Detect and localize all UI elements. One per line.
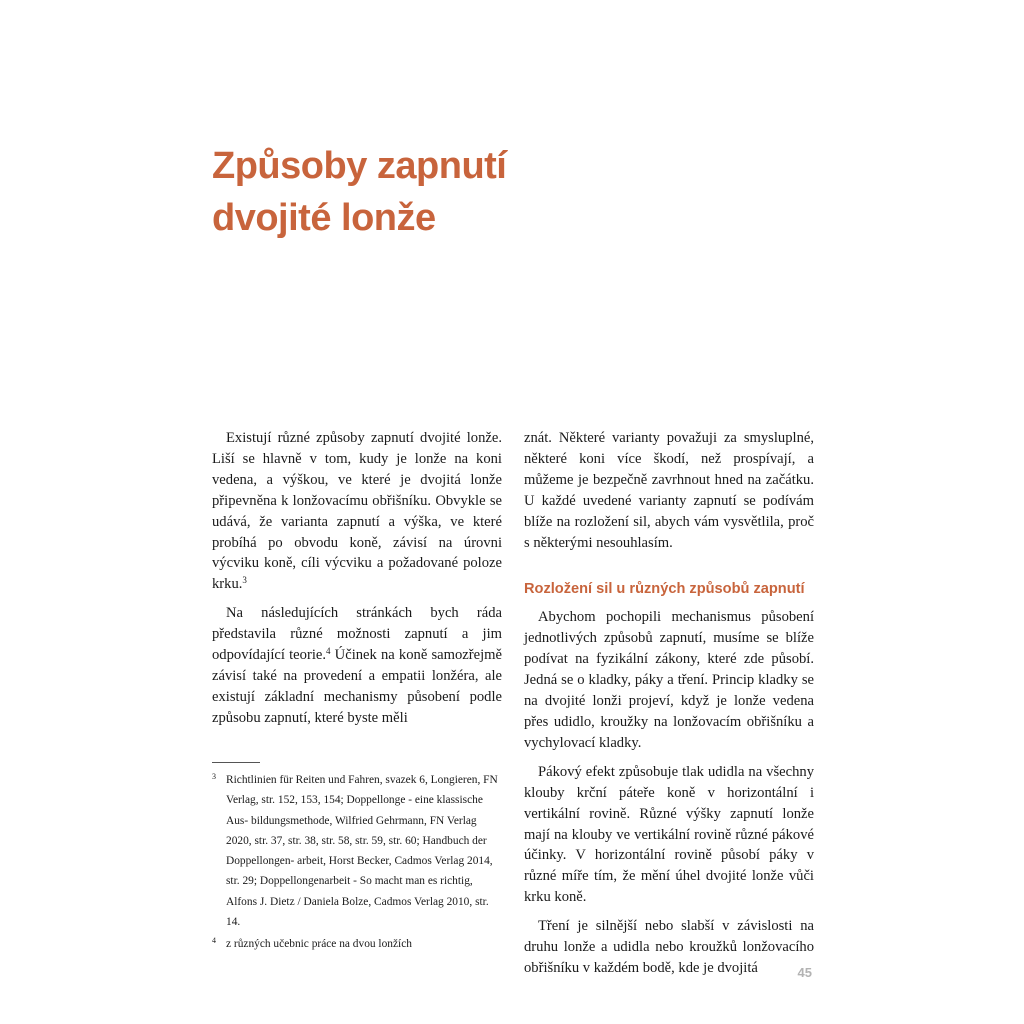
page-title-line-2: dvojité lonže (212, 197, 436, 239)
page-title (212, 140, 632, 244)
paragraph-intro (212, 428, 502, 595)
paragraph-following-pages-text-a: Na následujících stránkách bych ráda představila různé možnosti zapnutí a jim odpovídající teorie. (212, 605, 502, 664)
footnote-4 (212, 934, 502, 954)
left-text-column (212, 428, 502, 729)
footnote-text: z různých učebnic práce na dvou lonžích (226, 938, 412, 951)
paragraph-intro-text: Existují různé způsoby zapnutí dvojité lonže. Liší se hlavně v tom, kudy je lonže na koni vedena, a výškou, ve které je dvojitá lonže připevněna k lonžovacímu obřišníku. Obvykle se udává, že varianta zapnutí a výška, ve které probíhá po obvodu koně, závisí na úrovni výcviku koně, cíli výcviku a požadované poloze krku. (212, 430, 502, 593)
paragraph-following-pages-text-b: Účinek na koně samozřejmě závisí také na provedení a empatii lonžéra, ale existují základní mechanismy působení podle způsobu zapnutí, které byste měli (212, 647, 502, 726)
paragraph-lever-effect: Pákový efekt způsobuje tlak udidla na všechny klouby krční páteře koně v horizontální i vertikální rovině. Různé výšky zapnutí lonže mají na klouby ve vertikální rovině různé pákové účinky. V horizontální rovině působí páky v různé míře tím, že mění úhel dvojité lonže vůči krku koně. (524, 763, 814, 906)
footnote-3 (212, 770, 502, 932)
page-number: 45 (797, 965, 812, 980)
right-text-column (524, 428, 814, 979)
page-title-line-1: Způsoby zapnutí (212, 145, 507, 187)
footnote-ref-4[interactable]: 4 (326, 646, 331, 657)
footnote-text: Richtlinien für Reiten und Fahren, svazek 6, Longieren, FN Verlag, str. 152, 153, 154; Doppellonge - eine klassische Aus- bildungsmethode, Wilfried Gehrmann, FN Verlag 2020, str. 37, str. 38, str. 58, str. 59, str. 60; Handbuch der Doppellongen- arbeit, Horst Becker, Cadmos Verlag 2014, str. 29; Doppellongenarbeit - So macht man es richtig, Alfons J. Dietz / Daniela Bolze, Cadmos Verlag 2010, str. 14. (226, 774, 498, 929)
footnote-number: 3 (212, 772, 216, 781)
footnote-separator (212, 762, 260, 763)
paragraph-continuation: znát. Některé varianty považuji za smysluplné, některé koni více škodí, než prospívají, a můžeme je bezpečně zavrhnout hned na začátku. U každé uvedené varianty zapnutí se podívám blíže na rozložení sil, abych vám vysvětlila, proč s některými nesouhlasím. (524, 430, 814, 551)
footnotes (212, 770, 502, 955)
paragraph-friction: Tření je silnější nebo slabší v závislosti na druhu lonže a udidla nebo kroužků lonžovacího obřišníku v každém bodě, kde je dvojitá (524, 918, 814, 976)
footnote-ref-3[interactable]: 3 (242, 575, 247, 586)
paragraph-mechanism: Abychom pochopili mechanismus působení jednotlivých způsobů zapnutí, musíme se blíže podívat na fyzikální zákony, které zde působí. Jedná se o kladky, páky a tření. Princip kladky se na dvojité lonži projeví, když je lonže vedena přes udidlo, kroužky na lonžovacím obřišníku a vychylovací kladky. (524, 609, 814, 751)
paragraph-following-pages (212, 603, 502, 728)
footnote-number: 4 (212, 936, 216, 946)
section-heading: Rozložení sil u různých způsobů zapnutí (524, 581, 805, 598)
